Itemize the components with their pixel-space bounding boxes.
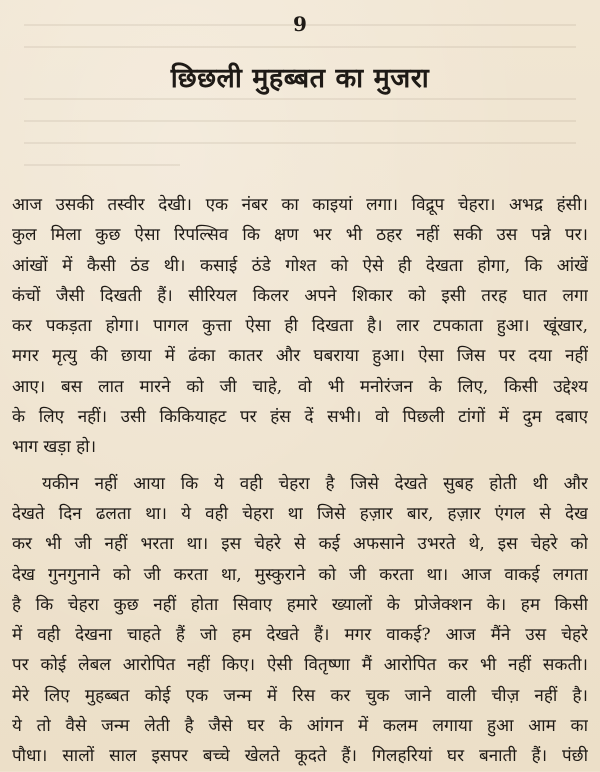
paragraph-1 — [12, 190, 588, 463]
text-line: कुल मिला कुछ ऐसा रिपल्सिव कि क्षण भर भी ठहर नहीं सकी उस पन्ने पर। — [12, 225, 588, 246]
bleed-through-line — [24, 120, 576, 122]
chapter-title: छिछली मुहब्बत का मुजरा — [170, 63, 430, 94]
text-line: यकीन नहीं आया कि ये वही चेहरा है जिसे देखते सुबह होती थी और — [42, 473, 588, 494]
text-line: आज उसकी तस्वीर देखी। एक नंबर का काइयां लगा। विद्रूप चेहरा। अभद्र हंसी। — [12, 195, 588, 215]
bleed-through-line — [24, 98, 576, 100]
text-line: के लिए नहीं। उसी किकियाहट पर हंस दें सभी। वो पिछली टांगों में दुम दबाए — [12, 407, 588, 428]
text-line: पौधा। सालों साल इसपर बच्चे खेलते कूदते हैं। गिलहरियां घर बनाती हैं। पंछी — [12, 746, 588, 767]
text-line: देख गुनगुनाने को जी करता था, मुस्कुराने को जी करता था। आज वाकई लगता — [12, 564, 588, 585]
text-line: आंखों में कैसी ठंड थी। कसाई ठंडे गोश्त को ऐसे ही देखता होगा, कि आंखें — [12, 255, 588, 276]
text-line: पर कोई लेबल आरोपित नहीं किए। ऐसी वितृष्णा मैं आरोपित कर भी नहीं सकती। — [12, 655, 588, 676]
text-line: में वही देखना चाहते हैं जो हम देखते हैं। मगर वाकई? आज मैंने उस चेहरे — [12, 625, 588, 646]
page-number: 9 — [293, 12, 307, 36]
text-line: है कि चेहरा कुछ नहीं होता सिवाए हमारे ख्यालों के प्रोजेक्शन के। हम किसी — [12, 594, 588, 615]
bleed-through-line — [24, 164, 180, 166]
text-line: कर पकड़ता होगा। पागल कुत्ता ऐसा ही दिखता है। लार टपकाता हुआ। खूंखार, — [12, 316, 588, 337]
text-line: मेरे लिए मुहब्बत कोई एक जन्म में रिस कर चुक जाने वाली चीज़ नहीं है। — [12, 685, 588, 706]
text-line: ये तो वैसे जन्म लेती है जैसे घर के आंगन में कलम लगाया हुआ आम का — [12, 716, 588, 737]
body-text — [12, 190, 588, 772]
paragraph-2 — [12, 469, 588, 772]
text-line: कंचों जैसी दिखती हैं। सीरियल किलर अपने शिकार को इसी तरह घात लगा — [12, 285, 588, 306]
text-line: आए। बस लात मारने को जी चाहे, वो भी मनोरंजन के लिए, किसी उद्देश्य — [12, 376, 588, 397]
bleed-through-line — [24, 46, 576, 48]
text-line: देखते दिन ढलता था। ये वही चेहरा था जिसे हज़ार बार, हज़ार एंगल से देख — [12, 503, 588, 524]
text-line: मगर मृत्यु की छाया में ढंका कातर और घबराया हुआ। ऐसा जिस पर दया नहीं — [12, 346, 588, 367]
text-line: भाग खड़ा हो। — [12, 437, 97, 458]
bleed-through-line — [24, 142, 576, 144]
text-line: कर भी जी नहीं भरता था। इस चेहरे से कई अफसाने उभरते थे, इस चेहरे को — [12, 534, 588, 555]
